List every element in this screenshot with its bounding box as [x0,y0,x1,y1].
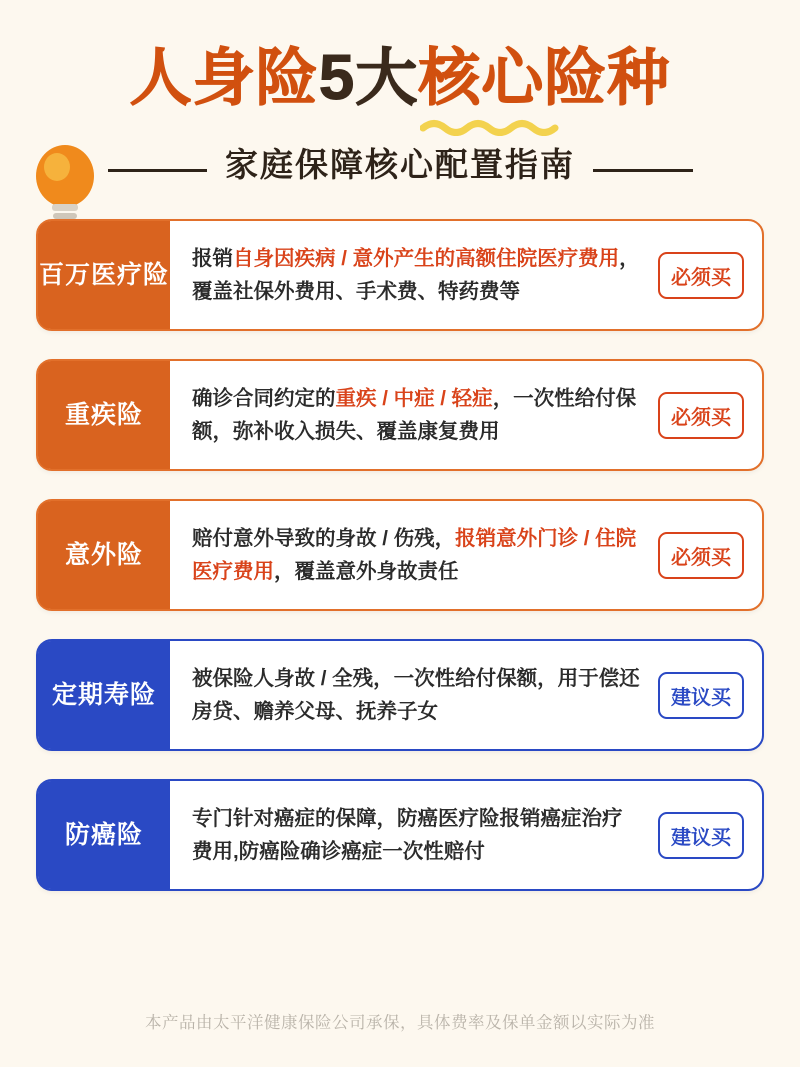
title-part-1: 人身险 [129,44,319,113]
row-text-highlight: 报销意外门诊 / 住院医疗费用 [192,526,637,584]
list-item[interactable] [36,219,764,331]
row-label-line-1: 百万 [38,260,91,289]
row-description [170,361,658,469]
page-title [0,41,800,113]
row-label [38,361,170,469]
list-item[interactable] [36,639,764,751]
status-badge[interactable]: 必须买 [658,532,744,579]
list-item[interactable] [36,359,764,471]
row-description [170,781,658,889]
row-text-segment: 报销 [192,246,233,270]
row-text-segment: 被保险人身故 / 全残，一次性给付保额，用于偿还房贷、赡养父母、抚养子女 [192,666,640,724]
title-part-3: 核心险种 [418,44,671,113]
list-item[interactable] [36,499,764,611]
footer-disclaimer: 本产品由太平洋健康保险公司承保，具体费率及保单金额以实际为准 [145,1014,655,1032]
row-label-line-1: 重疾险 [64,400,143,429]
row-label [38,501,170,609]
row-text-segment: ，覆盖社保外费用、手术费、特药费等 [192,246,640,304]
row-text-highlight: 自身因疾病 / 意外产生的高额住院医疗费用 [233,246,620,270]
row-label [38,221,170,329]
row-text-segment: ，一次性给付保额，弥补收入损失、覆盖康复费用 [192,386,637,444]
row-text-segment: 确诊合同约定的 [192,386,336,410]
row-label [38,641,170,749]
row-text-segment: 专门针对癌症的保障，防癌医疗险报销癌症治疗费用,防癌险确诊癌症一次性赔付 [192,806,623,864]
row-label [38,781,170,889]
status-badge[interactable]: 建议买 [658,812,744,859]
subtitle-block [0,133,800,203]
status-badge[interactable]: 建议买 [658,672,744,719]
row-description [170,501,658,609]
row-label-line-2: 寿险 [104,680,157,709]
status-badge[interactable]: 必须买 [658,252,744,299]
row-text-highlight: 重疾 / 中症 / 轻症 [335,386,493,410]
page-subtitle: 家庭保障核心配置指南 [207,139,593,186]
row-description [170,641,658,749]
row-label-line-2: 医疗险 [91,260,170,289]
row-label-line-1: 防癌险 [64,820,143,849]
title-part-2: 大 [355,44,419,113]
title-part-number: 5 [318,41,356,113]
wavy-underline-icon [420,118,560,136]
poster-header [0,0,800,203]
row-label-line-1: 定期 [51,680,104,709]
status-badge[interactable]: 必须买 [658,392,744,439]
row-text-segment: ，覆盖意外身故责任 [274,560,459,584]
row-description [170,221,658,329]
insurance-list [0,219,800,891]
row-label-line-1: 意外险 [64,540,143,569]
list-item[interactable] [36,779,764,891]
row-text-segment: 赔付意外导致的身故 / 伤残， [192,526,456,550]
